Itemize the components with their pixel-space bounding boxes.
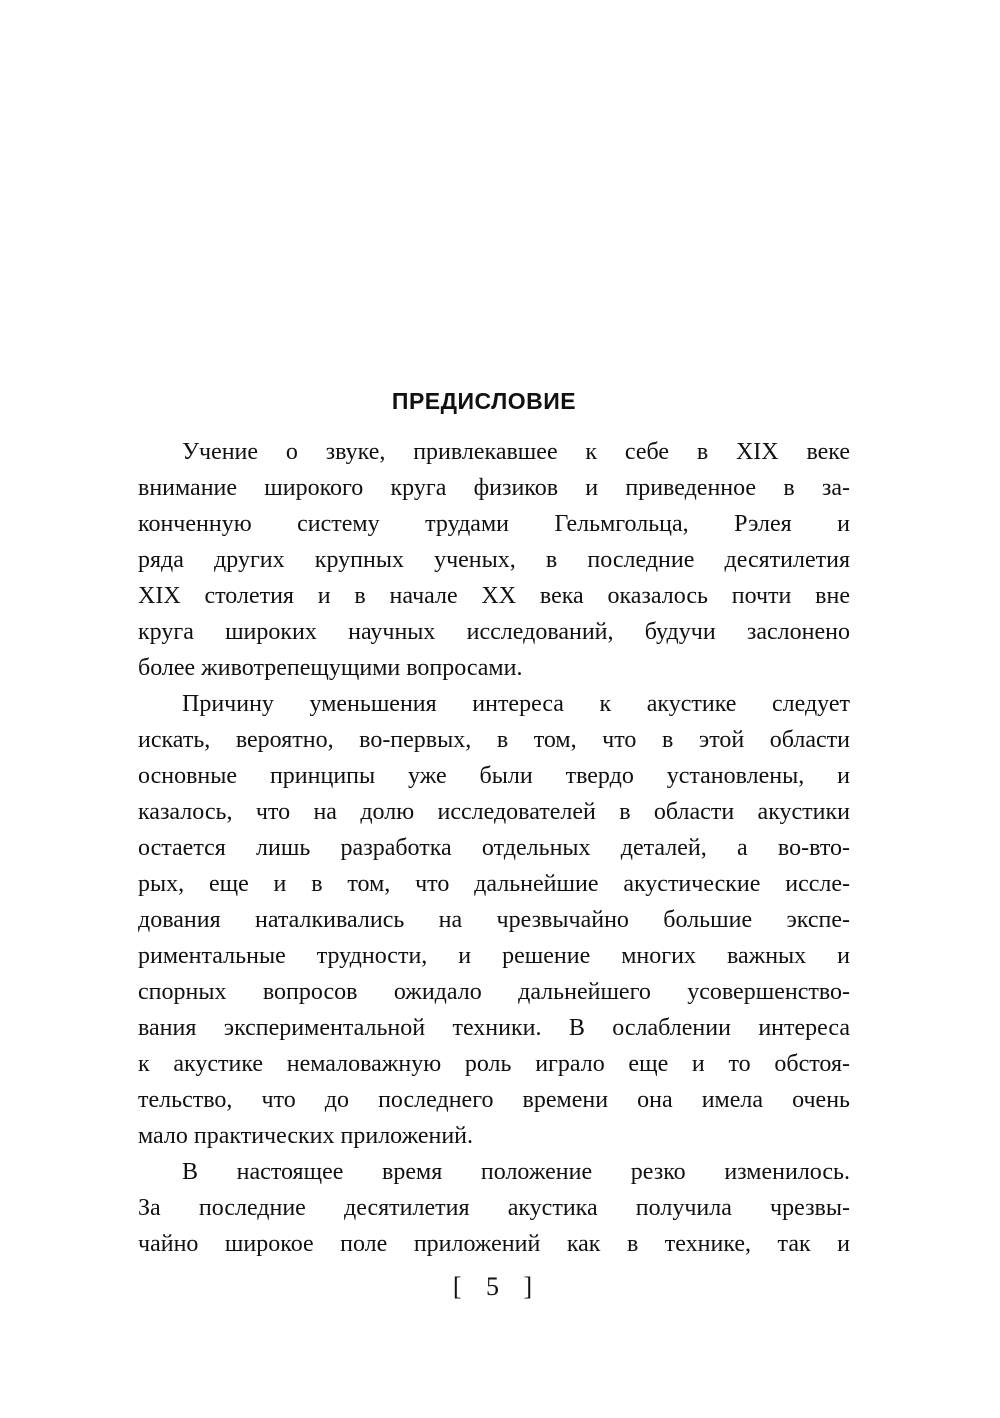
text-line: Причину уменьшения интереса к акустике следует (182, 691, 850, 717)
text-line: спорных вопросов ожидало дальнейшего усовершенство- (138, 979, 850, 1005)
paragraph-2 (138, 686, 850, 1154)
text-line: искать, вероятно, во-первых, в том, что в этой области (138, 727, 850, 753)
text-line: риментальные трудности, и решение многих важных и (138, 943, 850, 969)
text-line: За последние десятилетия акустика получила чрезвы- (138, 1195, 850, 1221)
text-line: внимание широкого круга физиков и приведенное в за- (138, 475, 850, 501)
text-line: ряда других крупных ученых, в последние десятилетия (138, 547, 850, 573)
page-title: ПРЕДИСЛОВИЕ (391, 388, 577, 414)
text-line: чайно широкое поле приложений как в технике, так и (138, 1231, 850, 1257)
text-line: казалось, что на долю исследователей в области акустики (138, 799, 850, 825)
text-line: конченную систему трудами Гельмгольца, Рэлея и (138, 511, 850, 537)
text-line: остается лишь разработка отдельных деталей, а во-вто- (138, 835, 850, 861)
text-line: к акустике немаловажную роль играло еще и то обстоя- (138, 1051, 850, 1077)
page-number: [ 5 ] (452, 1272, 533, 1301)
text-line: основные принципы уже были твердо установлены, и (138, 763, 850, 789)
paragraph-3 (138, 1154, 850, 1262)
text-line: рых, еще и в том, что дальнейшие акустические иссле- (138, 871, 850, 897)
body-text (138, 434, 850, 1262)
paragraph-1 (138, 434, 850, 686)
text-line: В настоящее время положение резко изменилось. (182, 1159, 850, 1185)
text-line: мало практических приложений. (138, 1123, 474, 1149)
text-line: тельство, что до последнего времени она имела очень (138, 1087, 850, 1113)
text-line: XIX столетия и в начале XX века оказалось почти вне (138, 583, 850, 609)
text-line: более животрепещущими вопросами. (138, 655, 523, 681)
text-line: круга широких научных исследований, будучи заслонено (138, 619, 850, 645)
text-line: дования наталкивались на чрезвычайно большие экспе- (138, 907, 850, 933)
text-line: Учение о звуке, привлекавшее к себе в XIX веке (182, 439, 850, 465)
text-line: вания экспериментальной техники. В ослаблении интереса (138, 1015, 850, 1041)
